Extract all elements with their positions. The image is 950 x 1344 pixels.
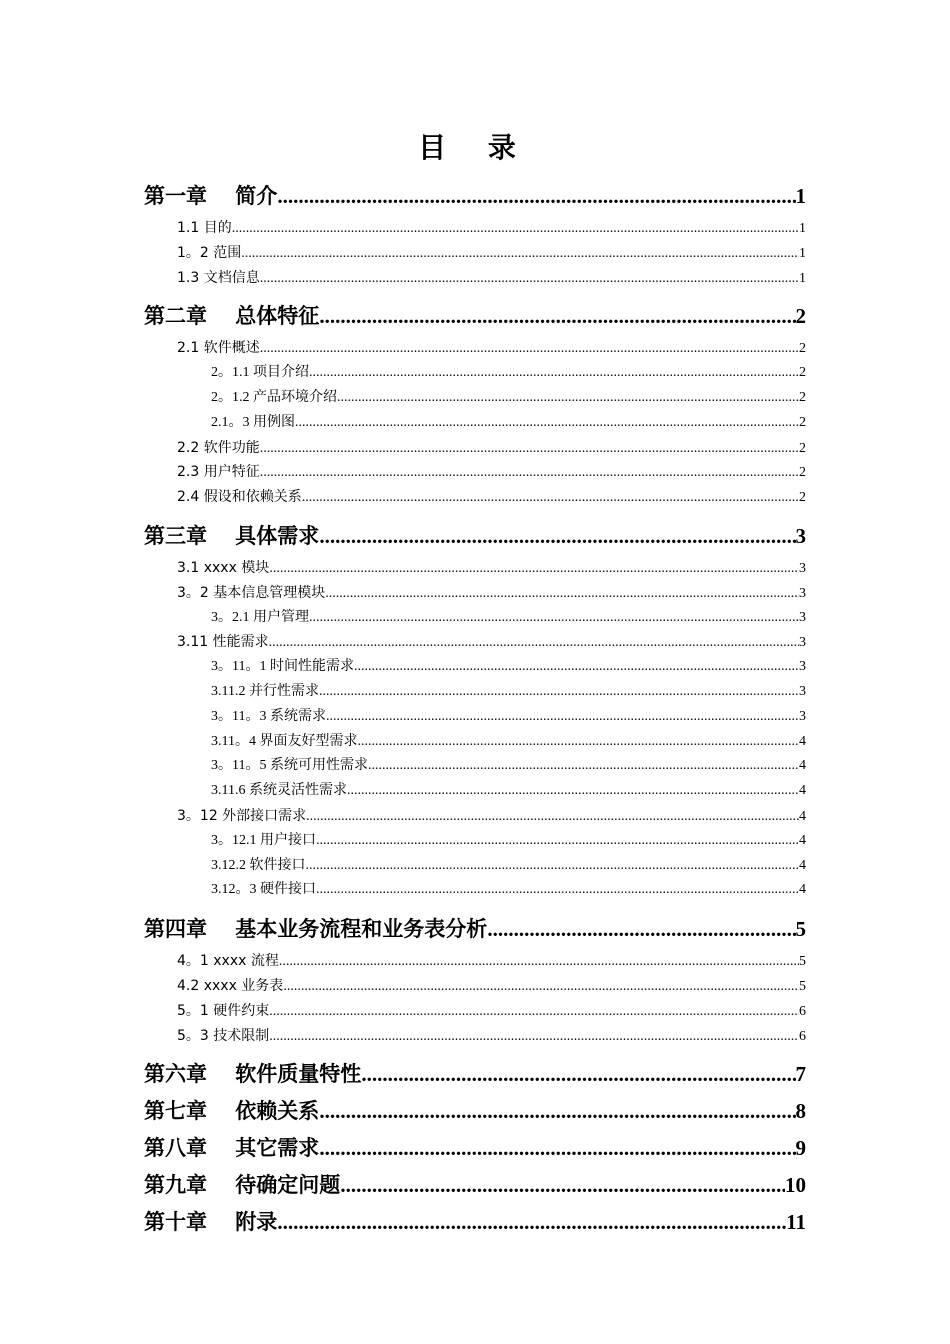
- toc-subsection-entry[interactable]: [211, 388, 806, 408]
- toc-page-number: 3: [799, 635, 806, 650]
- toc-page-number: 2: [799, 465, 806, 480]
- dot-leader: [269, 1027, 799, 1047]
- toc-section-entry[interactable]: [177, 806, 806, 826]
- toc-page-number: 2: [799, 341, 806, 356]
- toc-page-number: 3: [799, 709, 806, 724]
- toc-entry-label: 3。12.1 用户接口: [211, 833, 316, 848]
- toc-chapter-entry[interactable]: [144, 1171, 806, 1199]
- dot-leader: [241, 244, 799, 264]
- toc-entry-label: 3。2 基本信息管理模块: [177, 585, 326, 601]
- dot-leader: [487, 915, 795, 943]
- toc-page-number: 2: [795, 304, 806, 328]
- toc-subsection-entry[interactable]: [211, 363, 806, 383]
- toc-page-number: 3: [799, 659, 806, 674]
- toc-chapter-entry[interactable]: [144, 1097, 806, 1125]
- toc-page-number: 2: [799, 365, 806, 380]
- dot-leader: [361, 1060, 795, 1088]
- toc-section-entry[interactable]: [177, 338, 806, 358]
- toc-entry-label: 3.11 性能需求: [177, 634, 269, 650]
- toc-subsection-entry[interactable]: [211, 781, 806, 801]
- toc-page-number: 2: [799, 490, 806, 505]
- dot-leader: [357, 732, 799, 752]
- toc-entry-label: 3。2.1 用户管理: [211, 610, 309, 625]
- toc-section-entry[interactable]: [177, 218, 806, 238]
- toc-page-number: 4: [799, 783, 806, 798]
- dot-leader: [319, 302, 795, 330]
- toc-entry-label: 4。1 xxxx 流程: [177, 953, 279, 969]
- toc-entry-label: 2。1.1 项目介绍: [211, 365, 309, 380]
- toc-subsection-entry[interactable]: [211, 756, 806, 776]
- toc-entry-label: 3.1 xxxx 模块: [177, 560, 270, 576]
- toc-page-number: 11: [786, 1210, 806, 1234]
- toc-page-number: 3: [799, 561, 806, 576]
- toc-entry-label: 3。11。3 系统需求: [211, 709, 326, 724]
- dot-leader: [260, 439, 799, 459]
- toc-page-number: 2: [799, 441, 806, 456]
- toc-section-entry[interactable]: [177, 462, 806, 482]
- dot-leader: [232, 219, 799, 239]
- toc-title: 目 录: [418, 131, 532, 164]
- toc-page-number: 3: [799, 586, 806, 601]
- toc-page-number: 1: [799, 221, 806, 236]
- toc-section-entry[interactable]: [177, 976, 806, 996]
- toc-page-number: 4: [799, 734, 806, 749]
- dot-leader: [337, 388, 799, 408]
- dot-leader: [269, 633, 799, 653]
- toc-page-number: 7: [795, 1062, 806, 1086]
- dot-leader: [279, 952, 799, 972]
- dot-leader: [309, 608, 799, 628]
- toc-entry-label: 2.3 用户特征: [177, 464, 260, 480]
- toc-subsection-entry[interactable]: [211, 856, 806, 876]
- dot-leader: [277, 1208, 786, 1236]
- toc-page-number: 2: [799, 390, 806, 405]
- toc-entry-label: 第三章 具体需求: [144, 524, 320, 548]
- toc-page-number: 3: [799, 610, 806, 625]
- dot-leader: [306, 807, 799, 827]
- toc-entry-label: 1.3 文档信息: [177, 270, 260, 286]
- dot-leader: [306, 856, 800, 876]
- toc-subsection-entry[interactable]: [211, 413, 806, 433]
- dot-leader: [354, 657, 799, 677]
- toc-page-number: 1: [799, 271, 806, 286]
- toc-entry-label: 2.1。3 用例图: [211, 415, 295, 430]
- dot-leader: [309, 363, 799, 383]
- toc-page-number: 3: [799, 684, 806, 699]
- toc-entry-label: 第八章 其它需求: [144, 1136, 320, 1160]
- toc-page-number: 1: [795, 184, 806, 208]
- toc-section-entry[interactable]: [177, 1026, 806, 1046]
- dot-leader: [316, 831, 799, 851]
- toc-entry-label: 4.2 xxxx 业务表: [177, 978, 284, 994]
- toc-subsection-entry[interactable]: [211, 657, 806, 677]
- toc-chapter-entry[interactable]: [144, 915, 806, 943]
- toc-page-number: 5: [799, 979, 806, 994]
- dot-leader: [283, 977, 799, 997]
- toc-entry-label: 2.4 假设和依赖关系: [177, 489, 302, 505]
- toc-page-number: 5: [795, 917, 806, 941]
- toc-chapter-entry[interactable]: [144, 1134, 806, 1162]
- toc-entry-label: 2。1.2 产品环境介绍: [211, 390, 337, 405]
- toc-entry-label: 3.12。3 硬件接口: [211, 882, 316, 897]
- toc-section-entry[interactable]: [177, 632, 806, 652]
- dot-leader: [319, 1134, 795, 1162]
- toc-chapter-entry[interactable]: [144, 522, 806, 550]
- toc-page-number: 4: [799, 809, 806, 824]
- toc-page-number: 6: [799, 1004, 806, 1019]
- dot-leader: [319, 682, 799, 702]
- toc-page-number: 10: [785, 1173, 806, 1197]
- toc-subsection-entry[interactable]: [211, 880, 806, 900]
- toc-page-number: 3: [795, 524, 806, 548]
- toc-entry-label: 3。11。1 时间性能需求: [211, 659, 354, 674]
- toc-entry-label: 第四章 基本业务流程和业务表分析: [144, 917, 488, 941]
- toc-subsection-entry[interactable]: [211, 682, 806, 702]
- toc-page-number: 4: [799, 833, 806, 848]
- toc-entry-label: 3.11.6 系统灵活性需求: [211, 783, 347, 798]
- toc-entry-label: 3.12.2 软件接口: [211, 858, 306, 873]
- dot-leader: [260, 339, 799, 359]
- toc-section-entry[interactable]: [177, 951, 806, 971]
- dot-leader: [269, 559, 799, 579]
- dot-leader: [260, 463, 799, 483]
- toc-entry-label: 2.2 软件功能: [177, 440, 260, 456]
- toc-entry-label: 3.11。4 界面友好型需求: [211, 734, 358, 749]
- toc-entry-label: 第十章 附录: [144, 1210, 278, 1234]
- toc-page-number: 1: [799, 246, 806, 261]
- toc-section-entry[interactable]: [177, 243, 806, 263]
- dot-leader: [269, 1002, 799, 1022]
- toc-page-number: 9: [795, 1136, 806, 1160]
- toc-entry-label: 1.1 目的: [177, 220, 232, 236]
- toc-chapter-entry[interactable]: [144, 1060, 806, 1088]
- dot-leader: [326, 707, 799, 727]
- dot-leader: [347, 781, 799, 801]
- toc-page-number: 8: [795, 1099, 806, 1123]
- toc-entry-label: 3。11。5 系统可用性需求: [211, 758, 368, 773]
- dot-leader: [295, 413, 799, 433]
- dot-leader: [319, 1097, 795, 1125]
- toc-section-entry[interactable]: [177, 1001, 806, 1021]
- toc-entry-label: 第九章 待确定问题: [144, 1173, 341, 1197]
- toc-chapter-entry[interactable]: [144, 1208, 806, 1236]
- toc-entry-label: 3.11.2 并行性需求: [211, 684, 319, 699]
- toc-entry-label: 2.1 软件概述: [177, 340, 260, 356]
- toc-chapter-entry[interactable]: [144, 182, 806, 210]
- toc-entry-label: 第七章 依赖关系: [144, 1099, 320, 1123]
- toc-section-entry[interactable]: [177, 487, 806, 507]
- toc-page-number: 6: [799, 1029, 806, 1044]
- toc-subsection-entry[interactable]: [211, 732, 806, 752]
- toc-page-number: 5: [799, 954, 806, 969]
- dot-leader: [340, 1171, 785, 1199]
- dot-leader: [260, 269, 799, 289]
- toc-page-number: 4: [799, 758, 806, 773]
- toc-entry-label: 5。1 硬件约束: [177, 1003, 270, 1019]
- dot-leader: [325, 584, 799, 604]
- toc-section-entry[interactable]: [177, 268, 806, 288]
- toc-entry-label: 5。3 技术限制: [177, 1028, 270, 1044]
- toc-page-number: 2: [799, 415, 806, 430]
- toc-entry-label: 1。2 范围: [177, 245, 242, 261]
- toc-section-entry[interactable]: [177, 583, 806, 603]
- toc-subsection-entry[interactable]: [211, 707, 806, 727]
- dot-leader: [316, 880, 799, 900]
- dot-leader: [368, 756, 799, 776]
- toc-entry-label: 第六章 软件质量特性: [144, 1062, 362, 1086]
- toc-subsection-entry[interactable]: [211, 608, 806, 628]
- toc-section-entry[interactable]: [177, 438, 806, 458]
- toc-page-number: 4: [799, 858, 806, 873]
- toc-chapter-entry[interactable]: [144, 302, 806, 330]
- toc-page-number: 4: [799, 882, 806, 897]
- toc-entry-label: 第一章 简介: [144, 184, 278, 208]
- dot-leader: [277, 182, 795, 210]
- dot-leader: [302, 488, 799, 508]
- dot-leader: [319, 522, 795, 550]
- toc-section-entry[interactable]: [177, 558, 806, 578]
- toc-entry-label: 3。12 外部接口需求: [177, 808, 307, 824]
- toc-entry-label: 第二章 总体特征: [144, 304, 320, 328]
- toc-subsection-entry[interactable]: [211, 831, 806, 851]
